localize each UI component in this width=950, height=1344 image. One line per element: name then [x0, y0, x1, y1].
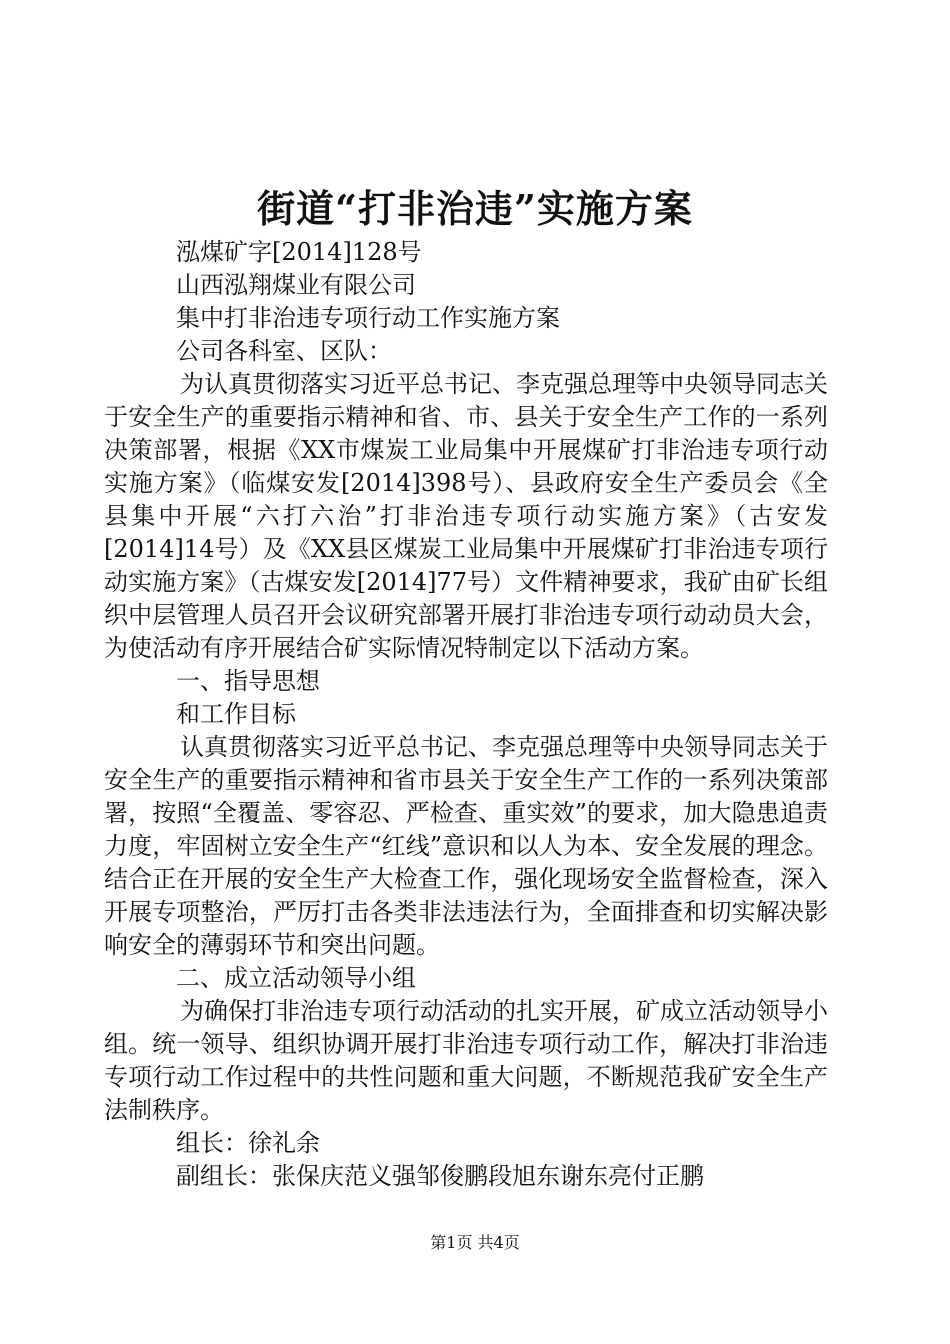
section1-heading-cont: 和工作目标 [176, 700, 296, 728]
section1-paragraph: 认真贯彻落实习近平总书记、李克强总理等中央领导同志关于安全生产的重要指示精神和省市县关于安全生产工作的一系列决策部署，按照“全覆盖、零容忍、严检查、重实效”的要求，加大隐患追责力度，牢固树立安全生产“红线”意识和以人为本、安全发展的理念。结合正在开展的安全生产大检查工作，强化现场安全监督检查，深入开展专项整治，严厉打击各类非法违法行为，全面排查和切实解决影响安全的薄弱环节和突出问题。 [104, 733, 828, 959]
section2-heading: 二、成立活动领导小组 [176, 964, 416, 992]
section1-heading: 一、指导思想 [176, 667, 320, 695]
deputy-leader-line: 副组长：张保庆范义强邹俊鹏段旭东谢东亮付正鹏 [176, 1162, 704, 1190]
leader-line: 组长：徐礼余 [176, 1129, 320, 1157]
company-name: 山西泓翔煤业有限公司 [176, 271, 416, 299]
addressee: 公司各科室、区队： [176, 337, 392, 365]
doc-number: 泓煤矿字[2014]128号 [176, 238, 422, 266]
intro-paragraph: 为认真贯彻落实习近平总书记、李克强总理等中央领导同志关于安全生产的重要指示精神和省、市、县关于安全生产工作的一系列决策部署，根据《XX市煤炭工业局集中开展煤矿打非治违专项行动实施方案》（临煤安发[2014]398号）、县政府安全生产委员会《全县集中开展“六打六治”打非治违专项行动实施方案》（古安发[2014]14号）及《XX县区煤炭工业局集中开展煤矿打非治违专项行动实施方案》（古煤安发[2014]77号）文件精神要求，我矿由矿长组织中层管理人员召开会议研究部署开展打非治违专项行动动员大会，为使活动有序开展结合矿实际情况特制定以下活动方案。 [104, 370, 828, 662]
section2-paragraph: 为确保打非治违专项行动活动的扎实开展，矿成立活动领导小组。统一领导、组织协调开展打非治违专项行动工作，解决打非治违专项行动工作过程中的共性问题和重大问题，不断规范我矿安全生产法制秩序。 [104, 997, 828, 1124]
document-title: 街道“打非治违”实施方案 [257, 186, 693, 231]
page-footer: 第1页 共4页 [430, 1233, 520, 1252]
document-subtitle: 集中打非治违专项行动工作实施方案 [176, 304, 560, 332]
document-body [104, 236, 828, 1193]
